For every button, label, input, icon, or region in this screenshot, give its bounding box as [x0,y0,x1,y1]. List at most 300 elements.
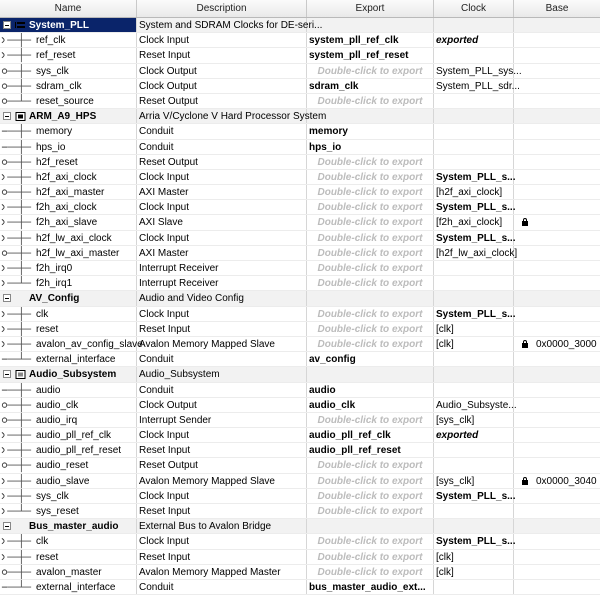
export-cell[interactable] [307,291,434,305]
lock-cell[interactable] [514,18,534,32]
lock-cell[interactable] [514,291,534,305]
connection-point-out-icon[interactable] [0,458,33,472]
clock-cell[interactable] [434,504,514,518]
lock-cell[interactable] [514,413,534,427]
description-cell[interactable]: Clock Input [137,428,307,442]
clock-cell[interactable]: System_PLL_sdr... [436,80,520,92]
name-cell[interactable] [0,413,137,427]
base-address-cell[interactable] [534,109,600,123]
connection-point-out-icon[interactable] [0,155,33,169]
lock-cell[interactable] [514,33,534,47]
interface-row[interactable] [0,383,600,398]
name-cell[interactable] [0,489,137,503]
interface-row[interactable] [0,64,600,79]
interface-row[interactable] [0,276,600,291]
description-cell[interactable]: Reset Output [137,94,307,108]
collapse-toggle-icon[interactable] [3,370,11,378]
component-row[interactable] [0,18,600,33]
name-cell[interactable] [0,474,137,488]
lock-cell[interactable] [514,109,534,123]
export-hint-cell[interactable]: Double-click to export [307,231,434,245]
base-address-cell[interactable]: 0x0000_3000 [536,338,597,350]
name-cell[interactable] [0,352,137,366]
description-cell[interactable]: Audio and Video Config [137,291,307,305]
interface-row[interactable] [0,185,600,200]
description-cell[interactable]: Conduit [137,352,307,366]
base-address-cell[interactable] [534,383,600,397]
clock-cell[interactable]: [f2h_axi_clock] [434,215,514,229]
base-address-cell[interactable] [534,504,600,518]
base-address-cell[interactable] [534,565,600,579]
lock-cell[interactable] [514,458,534,472]
base-address-cell[interactable] [534,246,600,260]
name-cell[interactable] [0,94,137,108]
clock-cell[interactable]: [sys_clk] [434,474,514,488]
interface-row[interactable] [0,155,600,170]
interface-row[interactable] [0,200,600,215]
clock-cell[interactable]: System_PLL_s... [436,202,516,214]
component-row[interactable] [0,519,600,534]
base-address-cell[interactable] [534,140,600,154]
connection-point-mid-icon[interactable] [0,140,33,154]
column-header-clock[interactable]: Clock [434,0,514,17]
export-hint-cell[interactable]: Double-click to export [307,550,434,564]
clock-cell[interactable]: [clk] [434,550,514,564]
connection-point-in-icon[interactable] [0,534,33,548]
clock-cell[interactable]: Audio_Subsyste... [436,399,517,411]
base-address-cell[interactable] [534,367,600,381]
clock-cell[interactable]: exported [434,33,514,47]
connection-point-out-icon[interactable] [0,94,33,108]
name-cell[interactable] [0,458,137,472]
connection-point-mid-icon[interactable] [0,352,33,366]
description-cell[interactable]: Clock Input [137,170,307,184]
export-hint-cell[interactable]: Double-click to export [307,489,434,503]
export-cell[interactable]: bus_master_audio_ext... [307,580,434,594]
export-hint-cell[interactable]: Double-click to export [307,504,434,518]
interface-row[interactable] [0,124,600,139]
connection-point-in-icon[interactable] [0,428,33,442]
connection-point-in-icon[interactable] [0,200,33,214]
clock-cell[interactable] [434,519,514,533]
connection-point-out-icon[interactable] [0,246,33,260]
description-cell[interactable]: Avalon Memory Mapped Slave [137,474,307,488]
base-address-cell[interactable] [534,18,600,32]
export-cell[interactable]: av_config [307,352,434,366]
interface-row[interactable] [0,48,600,63]
description-cell[interactable]: Clock Output [137,64,307,78]
description-cell[interactable]: Clock Input [137,231,307,245]
clock-cell[interactable] [434,140,514,154]
interface-row[interactable] [0,337,600,352]
lock-cell[interactable] [514,140,534,154]
clock-cell[interactable] [434,94,514,108]
name-cell[interactable] [0,185,137,199]
clock-cell[interactable] [434,261,514,275]
base-address-cell[interactable] [534,231,600,245]
clock-cell[interactable] [434,124,514,138]
name-cell[interactable] [0,48,137,62]
connection-point-in-icon[interactable] [0,474,33,488]
clock-cell[interactable]: [h2f_lw_axi_clock] [436,247,518,259]
description-cell[interactable]: Reset Input [137,322,307,336]
interface-row[interactable] [0,413,600,428]
description-cell[interactable]: Avalon Memory Mapped Slave [137,337,307,351]
clock-cell[interactable] [434,18,514,32]
interface-row[interactable] [0,580,600,595]
description-cell[interactable]: External Bus to Avalon Bridge [137,519,307,533]
clock-cell[interactable]: System_PLL_s... [436,536,516,548]
lock-cell[interactable] [514,398,534,412]
export-hint-cell[interactable]: Double-click to export [307,261,434,275]
interface-row[interactable] [0,443,600,458]
connection-point-in-icon[interactable] [0,231,33,245]
description-cell[interactable]: Clock Output [137,398,307,412]
base-address-cell[interactable] [534,94,600,108]
connection-point-out-icon[interactable] [0,413,33,427]
interface-row[interactable] [0,534,600,549]
base-address-cell[interactable] [534,352,600,366]
lock-cell[interactable] [514,124,534,138]
interface-row[interactable] [0,322,600,337]
base-address-cell[interactable] [534,124,600,138]
connection-point-in-icon[interactable] [0,550,33,564]
clock-cell[interactable] [434,48,514,62]
base-address-cell[interactable] [534,534,600,548]
name-cell[interactable] [0,261,137,275]
description-cell[interactable]: AXI Master [137,185,307,199]
description-cell[interactable]: Reset Input [137,550,307,564]
interface-row[interactable] [0,489,600,504]
description-cell[interactable]: AXI Slave [137,215,307,229]
base-address-cell[interactable] [534,489,600,503]
export-hint-cell[interactable]: Double-click to export [307,246,434,260]
connection-point-in-icon[interactable] [0,337,33,351]
description-cell[interactable]: Interrupt Receiver [137,276,307,290]
interface-row[interactable] [0,474,600,489]
base-address-cell[interactable] [534,276,600,290]
base-address-cell[interactable] [534,170,600,184]
collapse-toggle-icon[interactable] [3,21,11,29]
interface-row[interactable] [0,231,600,246]
description-cell[interactable]: Clock Input [137,534,307,548]
description-cell[interactable]: Clock Input [137,33,307,47]
lock-cell[interactable] [514,550,534,564]
connection-point-in-icon[interactable] [0,276,33,290]
clock-cell[interactable] [434,109,514,123]
connection-point-in-icon[interactable] [0,307,33,321]
interface-row[interactable] [0,504,600,519]
export-hint-cell[interactable]: Double-click to export [307,565,434,579]
name-cell[interactable] [0,200,137,214]
base-address-cell[interactable] [534,443,600,457]
name-cell[interactable] [0,307,137,321]
name-cell[interactable] [0,215,137,229]
connection-point-out-icon[interactable] [0,64,33,78]
clock-cell[interactable] [434,291,514,305]
description-cell[interactable]: Arria V/Cyclone V Hard Processor System [139,111,327,123]
collapse-toggle-icon[interactable] [3,294,11,302]
lock-cell[interactable] [514,504,534,518]
name-cell[interactable] [0,64,137,78]
interface-row[interactable] [0,550,600,565]
name-cell[interactable] [0,519,137,533]
export-cell[interactable]: sdram_clk [307,79,434,93]
name-cell[interactable] [0,337,143,351]
name-cell[interactable] [0,367,137,381]
interface-row[interactable] [0,79,600,94]
description-cell[interactable]: Conduit [137,580,307,594]
export-cell[interactable]: system_pll_ref_reset [307,48,434,62]
base-address-cell[interactable] [534,322,600,336]
name-cell[interactable] [0,276,137,290]
lock-cell[interactable] [514,474,534,488]
connection-point-out-icon[interactable] [0,185,33,199]
base-address-cell[interactable] [534,428,600,442]
base-address-cell[interactable] [534,215,600,229]
clock-cell[interactable]: exported [434,428,514,442]
description-cell[interactable]: Clock Input [137,200,307,214]
clock-cell[interactable]: System_PLL_s... [436,171,516,183]
export-hint-cell[interactable]: Double-click to export [307,155,434,169]
lock-cell[interactable] [514,489,534,503]
connection-point-mid-icon[interactable] [0,580,33,594]
clock-cell[interactable]: System_PLL_sys... [436,65,522,77]
base-address-cell[interactable] [534,200,600,214]
name-cell[interactable] [0,231,137,245]
lock-cell[interactable] [514,231,534,245]
export-hint-cell[interactable]: Double-click to export [307,170,434,184]
clock-cell[interactable] [434,367,514,381]
clock-cell[interactable]: [clk] [434,337,514,351]
connection-point-in-icon[interactable] [0,443,33,457]
connection-point-in-icon[interactable] [0,322,33,336]
lock-cell[interactable] [514,307,534,321]
component-row[interactable] [0,367,600,382]
export-hint-cell[interactable]: Double-click to export [307,94,434,108]
lock-cell[interactable] [514,428,534,442]
component-row[interactable] [0,291,600,306]
interface-row[interactable] [0,140,600,155]
interface-row[interactable] [0,428,600,443]
lock-cell[interactable] [514,185,534,199]
lock-cell[interactable] [514,64,534,78]
column-header-description[interactable]: Description [137,0,307,17]
collapse-toggle-icon[interactable] [3,522,11,530]
column-header-name[interactable]: Name [0,0,137,17]
description-cell[interactable]: Reset Input [137,504,307,518]
column-header-export[interactable]: Export [307,0,434,17]
interface-row[interactable] [0,458,600,473]
export-hint-cell[interactable]: Double-click to export [307,474,434,488]
base-address-cell[interactable] [534,155,600,169]
description-cell[interactable]: Interrupt Sender [137,413,307,427]
description-cell[interactable]: Clock Input [137,307,307,321]
export-cell[interactable] [307,109,434,123]
lock-icon[interactable] [522,343,528,348]
name-cell[interactable] [0,443,137,457]
lock-cell[interactable] [514,79,534,93]
name-cell[interactable] [0,428,137,442]
clock-cell[interactable]: [clk] [434,565,514,579]
clock-cell[interactable] [434,443,514,457]
description-cell[interactable]: Interrupt Receiver [137,261,307,275]
base-address-cell[interactable] [534,185,600,199]
lock-cell[interactable] [514,246,534,260]
description-cell[interactable]: Reset Output [137,155,307,169]
name-cell[interactable] [0,504,137,518]
export-cell[interactable]: audio [307,383,434,397]
interface-row[interactable] [0,94,600,109]
base-address-cell[interactable] [534,291,600,305]
lock-cell[interactable] [514,367,534,381]
export-cell[interactable] [307,519,434,533]
description-cell[interactable]: Conduit [137,383,307,397]
base-address-cell[interactable] [534,519,600,533]
lock-cell[interactable] [514,276,534,290]
connection-point-in-icon[interactable] [0,504,33,518]
export-cell[interactable]: audio_pll_ref_clk [307,428,434,442]
clock-cell[interactable]: System_PLL_s... [436,490,516,502]
export-cell[interactable]: audio_clk [307,398,434,412]
clock-cell[interactable] [434,458,514,472]
description-cell[interactable]: Conduit [137,124,307,138]
name-cell[interactable] [0,140,137,154]
lock-icon[interactable] [522,480,528,485]
export-cell[interactable] [307,18,434,32]
name-cell[interactable] [0,246,137,260]
connection-point-in-icon[interactable] [0,33,33,47]
lock-cell[interactable] [514,200,534,214]
clock-cell[interactable]: [sys_clk] [434,413,514,427]
lock-cell[interactable] [514,261,534,275]
connection-point-out-icon[interactable] [0,398,33,412]
connection-point-mid-icon[interactable] [0,124,33,138]
interface-row[interactable] [0,170,600,185]
name-cell[interactable] [0,124,137,138]
export-hint-cell[interactable]: Double-click to export [307,322,434,336]
description-cell[interactable]: Reset Input [137,443,307,457]
lock-cell[interactable] [514,170,534,184]
connection-point-out-icon[interactable] [0,79,33,93]
clock-cell[interactable]: [h2f_axi_clock] [434,185,514,199]
base-address-cell[interactable] [534,33,600,47]
name-cell[interactable] [0,398,137,412]
description-cell[interactable]: AXI Master [137,246,307,260]
lock-cell[interactable] [514,565,534,579]
clock-cell[interactable]: System_PLL_s... [436,232,516,244]
description-cell[interactable]: Conduit [137,140,307,154]
export-hint-cell[interactable]: Double-click to export [307,276,434,290]
lock-icon[interactable] [522,221,528,226]
name-cell[interactable] [0,291,137,305]
clock-cell[interactable] [434,155,514,169]
lock-cell[interactable] [514,322,534,336]
lock-cell[interactable] [514,352,534,366]
name-cell[interactable] [0,79,137,93]
name-cell[interactable] [0,383,137,397]
name-cell[interactable] [0,322,137,336]
base-address-cell[interactable] [534,398,600,412]
export-cell[interactable]: audio_pll_ref_reset [307,443,434,457]
lock-cell[interactable] [514,155,534,169]
connection-point-in-icon[interactable] [0,215,33,229]
connection-point-in-icon[interactable] [0,261,33,275]
interface-row[interactable] [0,565,600,580]
export-hint-cell[interactable]: Double-click to export [307,200,434,214]
connection-point-in-icon[interactable] [0,489,33,503]
export-hint-cell[interactable]: Double-click to export [307,534,434,548]
clock-cell[interactable] [434,383,514,397]
clock-cell[interactable]: [clk] [434,322,514,336]
name-cell[interactable] [0,534,137,548]
connection-point-in-icon[interactable] [0,48,33,62]
base-address-cell[interactable]: 0x0000_3040 [536,475,597,487]
export-cell[interactable]: hps_io [307,140,434,154]
export-cell[interactable]: system_pll_ref_clk [307,33,434,47]
interface-row[interactable] [0,215,600,230]
export-hint-cell[interactable]: Double-click to export [307,458,434,472]
name-cell[interactable] [0,18,137,32]
name-cell[interactable] [0,155,137,169]
base-address-cell[interactable] [534,413,600,427]
description-cell[interactable]: Clock Output [137,79,307,93]
lock-cell[interactable] [514,215,534,229]
export-cell[interactable]: memory [307,124,434,138]
lock-cell[interactable] [514,48,534,62]
export-hint-cell[interactable]: Double-click to export [307,413,434,427]
connection-point-in-icon[interactable] [0,170,33,184]
base-address-cell[interactable] [534,550,600,564]
description-cell[interactable]: Reset Input [137,48,307,62]
interface-row[interactable] [0,246,600,261]
description-cell[interactable]: Clock Input [137,489,307,503]
name-cell[interactable] [0,33,137,47]
lock-cell[interactable] [514,337,534,351]
description-cell[interactable]: Avalon Memory Mapped Master [137,565,307,579]
clock-cell[interactable] [434,276,514,290]
export-hint-cell[interactable]: Double-click to export [307,185,434,199]
lock-cell[interactable] [514,519,534,533]
interface-row[interactable] [0,307,600,322]
name-cell[interactable] [0,170,137,184]
column-header-base[interactable]: Base [545,3,569,14]
base-address-cell[interactable] [534,64,600,78]
name-cell[interactable] [0,109,137,123]
name-cell[interactable] [0,580,137,594]
component-row[interactable] [0,109,600,124]
base-address-cell[interactable] [534,580,600,594]
lock-cell[interactable] [514,580,534,594]
base-address-cell[interactable] [534,307,600,321]
clock-cell[interactable] [434,352,514,366]
name-cell[interactable] [0,550,137,564]
interface-row[interactable] [0,398,600,413]
export-hint-cell[interactable]: Double-click to export [307,307,434,321]
lock-cell[interactable] [514,383,534,397]
lock-cell[interactable] [514,443,534,457]
interface-row[interactable] [0,33,600,48]
export-hint-cell[interactable]: Double-click to export [307,215,434,229]
interface-row[interactable] [0,261,600,276]
export-cell[interactable] [307,367,434,381]
description-cell[interactable]: System and SDRAM Clocks for DE-seri... [139,20,323,31]
base-address-cell[interactable] [534,79,600,93]
clock-cell[interactable] [434,580,514,594]
collapse-toggle-icon[interactable] [3,112,11,120]
interface-row[interactable] [0,352,600,367]
lock-cell[interactable] [514,94,534,108]
